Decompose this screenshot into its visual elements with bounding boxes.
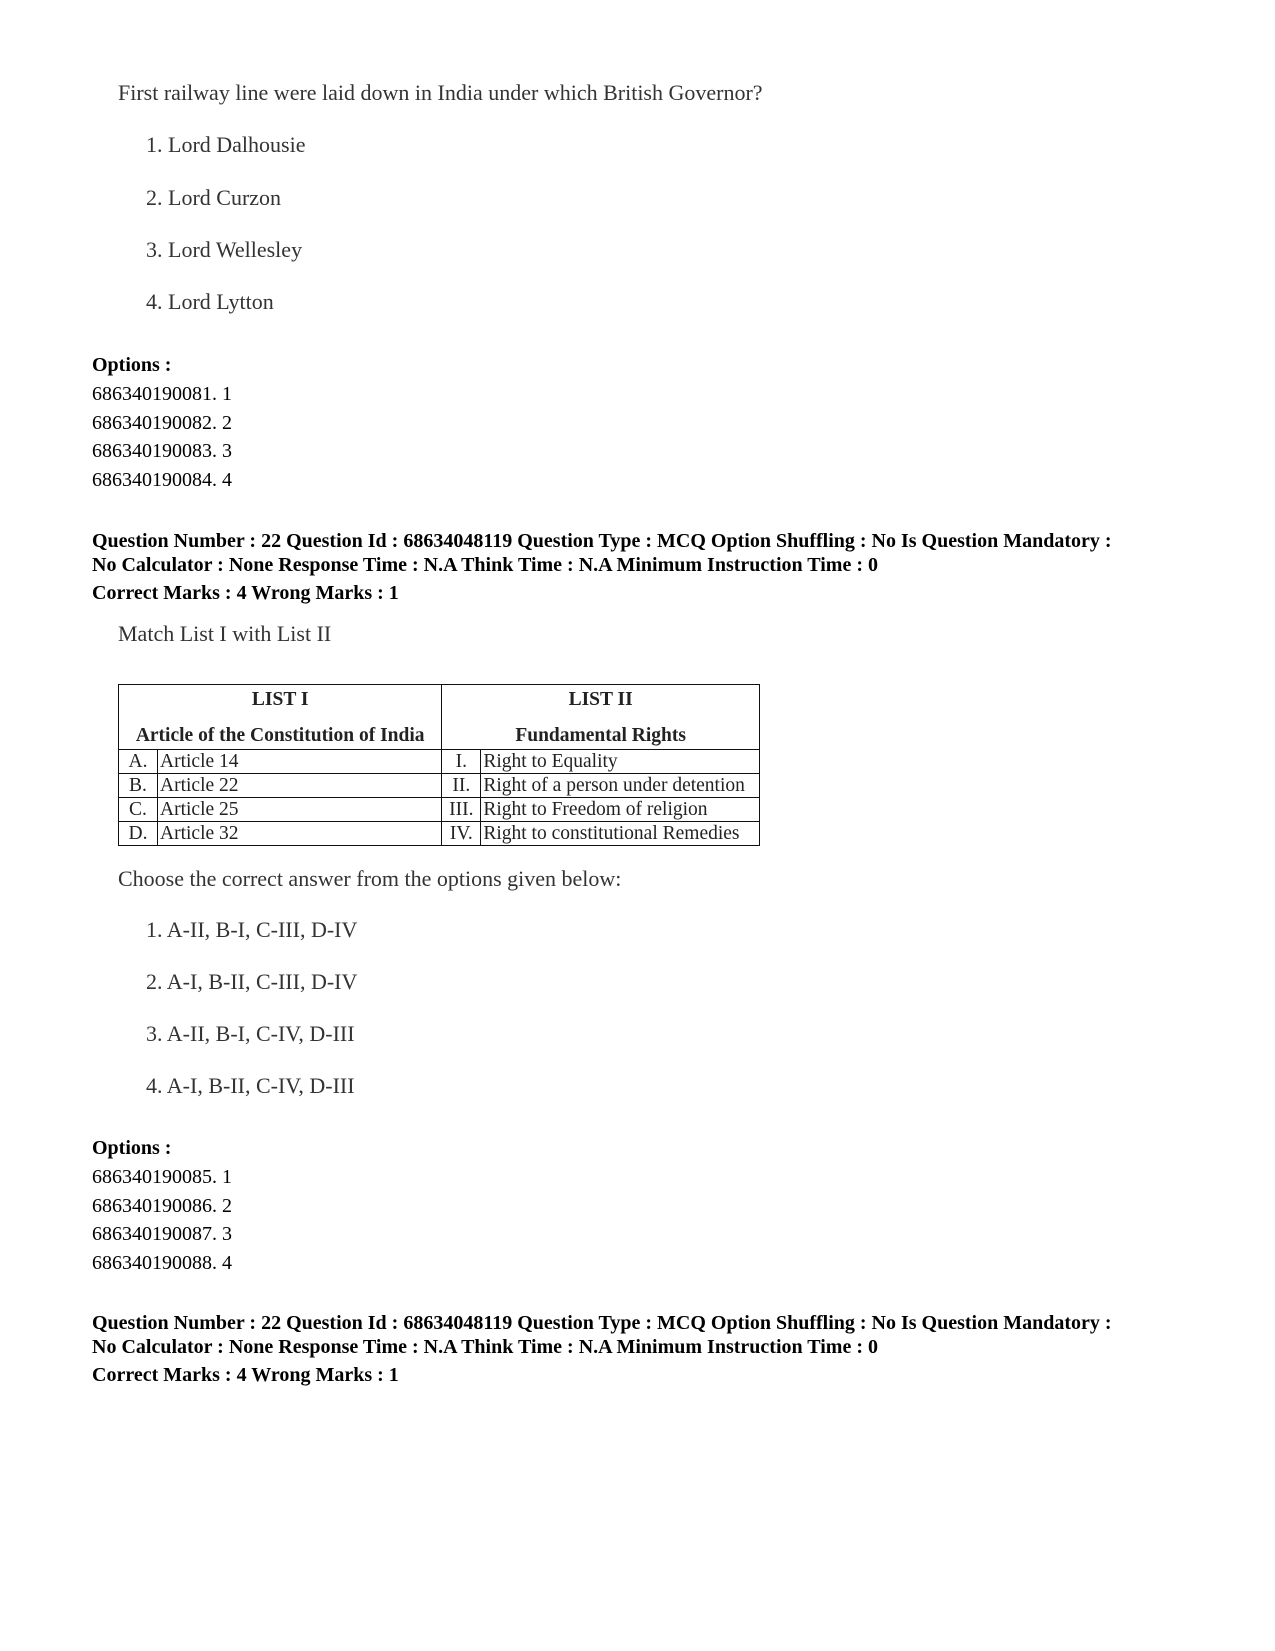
option-id: 686340190084. 4 bbox=[92, 468, 232, 491]
table-row bbox=[119, 750, 760, 774]
question-meta bbox=[92, 529, 1112, 605]
question-stem: First railway line were laid down in India under which British Governor? bbox=[118, 80, 763, 105]
list-1-article: Article 25 bbox=[158, 798, 442, 822]
option-id-list bbox=[92, 380, 232, 494]
question-meta-line: No Calculator : None Response Time : N.A Think Time : N.A Minimum Instruction Time : 0 bbox=[92, 554, 878, 576]
question-meta-line: Question Number : 22 Question Id : 68634048119 Question Type : MCQ Option Shuffling : No Is Question Mandatory : bbox=[92, 1312, 1112, 1334]
list-1-letter: D. bbox=[119, 822, 158, 846]
option-id: 686340190088. 4 bbox=[92, 1251, 232, 1274]
list-2-numeral: III. bbox=[442, 798, 481, 822]
list-2-header bbox=[442, 685, 760, 750]
list-2-subtitle: Fundamental Rights bbox=[515, 725, 686, 746]
table-header-row bbox=[119, 685, 760, 750]
option-id: 686340190081. 1 bbox=[92, 383, 232, 405]
table-row bbox=[119, 798, 760, 822]
marks-line: Correct Marks : 4 Wrong Marks : 1 bbox=[92, 1364, 399, 1386]
list-1-article: Article 22 bbox=[158, 774, 442, 798]
instruction-text: Choose the correct answer from the options given below: bbox=[118, 866, 622, 891]
marks-line: Correct Marks : 4 Wrong Marks : 1 bbox=[92, 582, 399, 604]
list-1-article: Article 14 bbox=[158, 750, 442, 774]
list-1-title: LIST I bbox=[251, 689, 309, 710]
list-1-article: Article 32 bbox=[158, 822, 442, 846]
answer-choice-3: 3. Lord Wellesley bbox=[146, 237, 303, 262]
answer-choice-2: 2. A-I, B-II, C-III, D-IV bbox=[146, 969, 358, 994]
match-table bbox=[118, 684, 760, 846]
options-heading: Options : bbox=[92, 354, 172, 376]
list-2-right: Right to Freedom of religion bbox=[481, 798, 760, 822]
answer-choice-2: 2. Lord Curzon bbox=[146, 185, 282, 210]
option-id-list bbox=[92, 1163, 232, 1277]
list-1-subtitle: Article of the Constitution of India bbox=[135, 725, 425, 746]
question-meta-line: Question Number : 22 Question Id : 68634048119 Question Type : MCQ Option Shuffling : No Is Question Mandatory : bbox=[92, 530, 1112, 552]
answer-choice-1: 1. A-II, B-I, C-III, D-IV bbox=[146, 917, 358, 942]
option-id: 686340190083. 3 bbox=[92, 440, 232, 462]
list-2-title: LIST II bbox=[568, 689, 633, 710]
list-2-right: Right of a person under detention bbox=[481, 774, 760, 798]
list-2-right: Right to constitutional Remedies bbox=[481, 822, 760, 846]
answer-choice-1: 1. Lord Dalhousie bbox=[146, 132, 306, 157]
option-id: 686340190082. 2 bbox=[92, 411, 232, 434]
option-id: 686340190085. 1 bbox=[92, 1166, 232, 1188]
answer-choice-4: 4. Lord Lytton bbox=[146, 289, 274, 314]
option-id: 686340190087. 3 bbox=[92, 1223, 232, 1245]
list-2-right: Right to Equality bbox=[481, 750, 760, 774]
question-stem: Match List I with List II bbox=[118, 621, 332, 646]
answer-choice-4: 4. A-I, B-II, C-IV, D-III bbox=[146, 1073, 355, 1098]
list-1-letter: C. bbox=[119, 798, 158, 822]
question-meta-line: No Calculator : None Response Time : N.A Think Time : N.A Minimum Instruction Time : 0 bbox=[92, 1336, 878, 1358]
list-2-numeral: IV. bbox=[442, 822, 481, 846]
options-heading: Options : bbox=[92, 1137, 172, 1159]
table-row bbox=[119, 774, 760, 798]
list-1-header bbox=[119, 685, 442, 750]
list-2-numeral: I. bbox=[442, 750, 481, 774]
list-1-letter: B. bbox=[119, 774, 158, 798]
list-2-numeral: II. bbox=[442, 774, 481, 798]
question-meta bbox=[92, 1311, 1112, 1387]
table-row bbox=[119, 822, 760, 846]
list-1-letter: A. bbox=[119, 750, 158, 774]
answer-choice-3: 3. A-II, B-I, C-IV, D-III bbox=[146, 1021, 355, 1046]
option-id: 686340190086. 2 bbox=[92, 1194, 232, 1217]
